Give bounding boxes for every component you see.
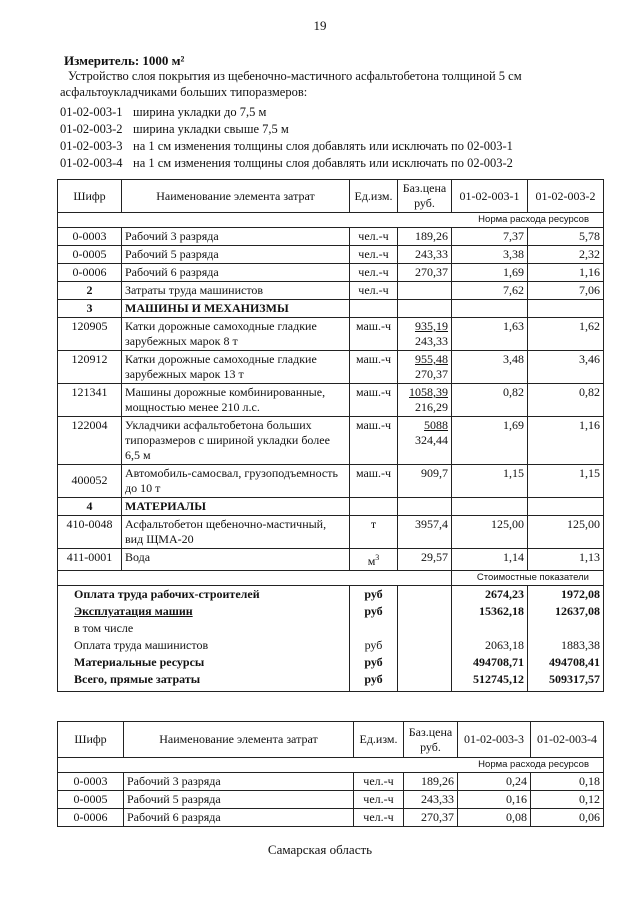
table-cell: 122004 [58,417,122,465]
table-cell [398,300,452,318]
resource-table-1 [57,179,604,692]
table-cell: 509317,57 [528,671,604,692]
table-cell [398,620,452,637]
table-cell: чел.-ч [354,791,404,809]
table-cell: Машины дорожные комбинированные, мощностью менее 210 л.с. [122,384,350,417]
table-cell: МАТЕРИАЛЫ [122,498,350,516]
table-cell: 7,06 [528,282,604,300]
table-row [58,351,604,384]
table-cell: 512745,12 [452,671,528,692]
table-cell: чел.-ч [350,246,398,264]
table-cell: 0-0006 [58,809,124,827]
table-cell: 243,33 [404,791,458,809]
table-cell: 121341 [58,384,122,417]
table-cell: Затраты труда машинистов [122,282,350,300]
table-cell: 1,69 [452,417,528,465]
table-row [58,228,604,246]
table-cell [350,620,398,637]
table-cell: 3 [58,300,122,318]
table-cell: МАШИНЫ И МЕХАНИЗМЫ [122,300,350,318]
header-code: Шифр [58,722,124,758]
table-cell: 1058,39 216,29 [398,384,452,417]
resource-table-2 [57,721,604,827]
table-cell: 410-0048 [58,516,122,549]
table-cell [398,282,452,300]
norm-caption: Норма расхода ресурсов [58,213,604,228]
table-cell: руб [350,603,398,620]
header-unit: Ед.изм. [350,180,398,213]
table-cell: т [350,516,398,549]
table-cell: маш.-ч [350,318,398,351]
code-line: 01-02-003-4 на 1 см изменения толщины слоя добавлять или исключать по 02-003-2 [60,156,513,170]
table-cell: Укладчики асфальтобетона больших типоразмеров с шириной укладки более 6,5 м [122,417,350,465]
table-row [58,318,604,351]
table-cell: 4 [58,498,122,516]
table-cell: Асфальтобетон щебеночно-мастичный, вид ЩМА-20 [122,516,350,549]
footer-region: Самарская область [267,842,373,857]
table-cell: 494708,71 [452,654,528,671]
table-cell: 7,37 [452,228,528,246]
table-cell: 0,24 [458,773,531,791]
header-code: Шифр [58,180,122,213]
table-cell: 270,37 [398,264,452,282]
table-cell: руб [350,671,398,692]
table-cell [398,586,452,604]
table-cell: 935,19 243,33 [398,318,452,351]
table-cell [528,620,604,637]
table-cell: 1,63 [452,318,528,351]
table-row [58,465,604,498]
table-cell: маш.-ч [350,384,398,417]
table-cell: 1,15 [452,465,528,498]
table-cell: Рабочий 6 разряда [122,264,350,282]
table-cell: 0-0005 [58,246,122,264]
table-cell: 29,57 [398,549,452,571]
table-cell: Рабочий 5 разряда [124,791,354,809]
table-cell: 1972,08 [528,586,604,604]
table-cell: Рабочий 3 разряда [122,228,350,246]
table-cell: чел.-ч [354,809,404,827]
table-cell [398,637,452,654]
table-cell: Эксплуатация машин [58,603,350,620]
table-cell: руб [350,586,398,604]
materials-section-row [58,498,604,516]
header-price: Баз.цена руб. [404,722,458,758]
cost-caption-row [58,571,604,586]
table-cell: Автомобиль-самосвал, грузоподъемность до 10 т [122,465,350,498]
table-row [58,549,604,571]
table-cell: 1,15 [528,465,604,498]
table-cell: 2 [58,282,122,300]
code-line: 01-02-003-3 на 1 см изменения толщины слоя добавлять или исключать по 02-003-1 [60,139,513,153]
table-cell: руб [350,637,398,654]
table-cell [452,498,528,516]
table-cell: руб [350,654,398,671]
cost-row [58,620,604,637]
table-cell: 5,78 [528,228,604,246]
cost-row [58,603,604,620]
table-cell: 0,12 [531,791,604,809]
norm-caption: Норма расхода ресурсов [58,758,604,773]
table-cell: 189,26 [404,773,458,791]
table-cell: 1883,38 [528,637,604,654]
table-cell: 0-0003 [58,228,122,246]
table-cell: Оплата труда рабочих-строителей [58,586,350,604]
table-cell: 0,82 [452,384,528,417]
table-cell: маш.-ч [350,351,398,384]
table-cell: 411-0001 [58,549,122,571]
table-row [58,246,604,264]
table-cell: 15362,18 [452,603,528,620]
table-cell [350,498,398,516]
table-cell: 0-0003 [58,773,124,791]
table-cell: Рабочий 3 разряда [124,773,354,791]
table-cell: 909,7 [398,465,452,498]
table-header [58,722,604,758]
table-cell: 243,33 [398,246,452,264]
meter-heading: Измеритель: 1000 м² [64,53,185,68]
table-cell: маш.-ч [350,417,398,465]
table-cell: 1,13 [528,549,604,571]
table-cell: Оплата труда машинистов [58,637,350,654]
table-cell: 125,00 [528,516,604,549]
norm-caption-row [58,758,604,773]
header-name: Наименование элемента затрат [124,722,354,758]
section-description: Устройство слоя покрытия из щебеночно-мастичного асфальтобетона толщиной 5 см асфальтоукладчиками больших типоразмеров: [60,69,522,99]
table-cell: 125,00 [452,516,528,549]
table-cell: чел.-ч [354,773,404,791]
table-cell: 0,82 [528,384,604,417]
table-cell: 1,62 [528,318,604,351]
header-col2: 01-02-003-2 [528,180,604,213]
cost-row [58,654,604,671]
cost-row [58,637,604,654]
table-cell: 2063,18 [452,637,528,654]
table-cell [398,498,452,516]
table-cell: 494708,41 [528,654,604,671]
table-cell: 1,14 [452,549,528,571]
header-col1: 01-02-003-3 [458,722,531,758]
table-cell: чел.-ч [350,228,398,246]
cost-row [58,671,604,692]
table-cell: Рабочий 5 разряда [122,246,350,264]
page-number: 19 [313,18,327,33]
header-price: Баз.цена руб. [398,180,452,213]
table-cell: 3,38 [452,246,528,264]
table-row [58,791,604,809]
table-cell: 0,08 [458,809,531,827]
table-cell: 0,16 [458,791,531,809]
table-cell: 1,69 [452,264,528,282]
table-cell [398,654,452,671]
table-cell: 0,18 [531,773,604,791]
table-cell: в том числе [58,620,350,637]
table-cell: 120912 [58,351,122,384]
table-cell: 120905 [58,318,122,351]
table-row [58,417,604,465]
cost-row [58,586,604,604]
table-cell: 1,16 [528,417,604,465]
machines-section-row [58,300,604,318]
table-cell [452,300,528,318]
table-row [58,773,604,791]
table-cell: Вода [122,549,350,571]
table-cell: 189,26 [398,228,452,246]
table-cell: 12637,08 [528,603,604,620]
header-unit: Ед.изм. [354,722,404,758]
table-cell: $м^3$ [350,549,398,571]
table-cell: 955,48 270,37 [398,351,452,384]
norm-caption-row [58,213,604,228]
table-cell: 1,16 [528,264,604,282]
table-row [58,516,604,549]
table-cell: Катки дорожные самоходные гладкие зарубежных марок 8 т [122,318,350,351]
table-cell [398,603,452,620]
table-cell: 2674,23 [452,586,528,604]
table-cell [528,300,604,318]
code-line: 01-02-003-1 ширина укладки до 7,5 м [60,105,267,119]
code-line: 01-02-003-2 ширина укладки свыше 7,5 м [60,122,289,136]
table-cell: маш.-ч [350,465,398,498]
table-row [58,384,604,417]
table-cell: Всего, прямые затраты [58,671,350,692]
header-name: Наименование элемента затрат [122,180,350,213]
table-cell: 0,06 [531,809,604,827]
table-cell [350,300,398,318]
table-cell: 400052 [58,465,122,498]
table-cell [398,671,452,692]
table-cell: 2,32 [528,246,604,264]
table-cell: чел.-ч [350,282,398,300]
table-cell: 270,37 [404,809,458,827]
header-col1: 01-02-003-1 [452,180,528,213]
table-row [58,264,604,282]
header-col2: 01-02-003-4 [531,722,604,758]
table-cell: Материальные ресурсы [58,654,350,671]
table-cell: 5088 324,44 [398,417,452,465]
table-cell: 7,62 [452,282,528,300]
table-cell [58,571,452,586]
table-cell: Катки дорожные самоходные гладкие зарубежных марок 13 т [122,351,350,384]
table-cell: Рабочий 6 разряда [124,809,354,827]
table-cell: чел.-ч [350,264,398,282]
table-cell: 3957,4 [398,516,452,549]
table-cell [528,498,604,516]
table-cell: 3,46 [528,351,604,384]
table-cell: 0-0005 [58,791,124,809]
table-cell: 3,48 [452,351,528,384]
table-cell: 0-0006 [58,264,122,282]
cost-caption: Стоимостные показатели [452,571,604,586]
table-header [58,180,604,213]
table-row [58,809,604,827]
table-cell [452,620,528,637]
machinist-row [58,282,604,300]
